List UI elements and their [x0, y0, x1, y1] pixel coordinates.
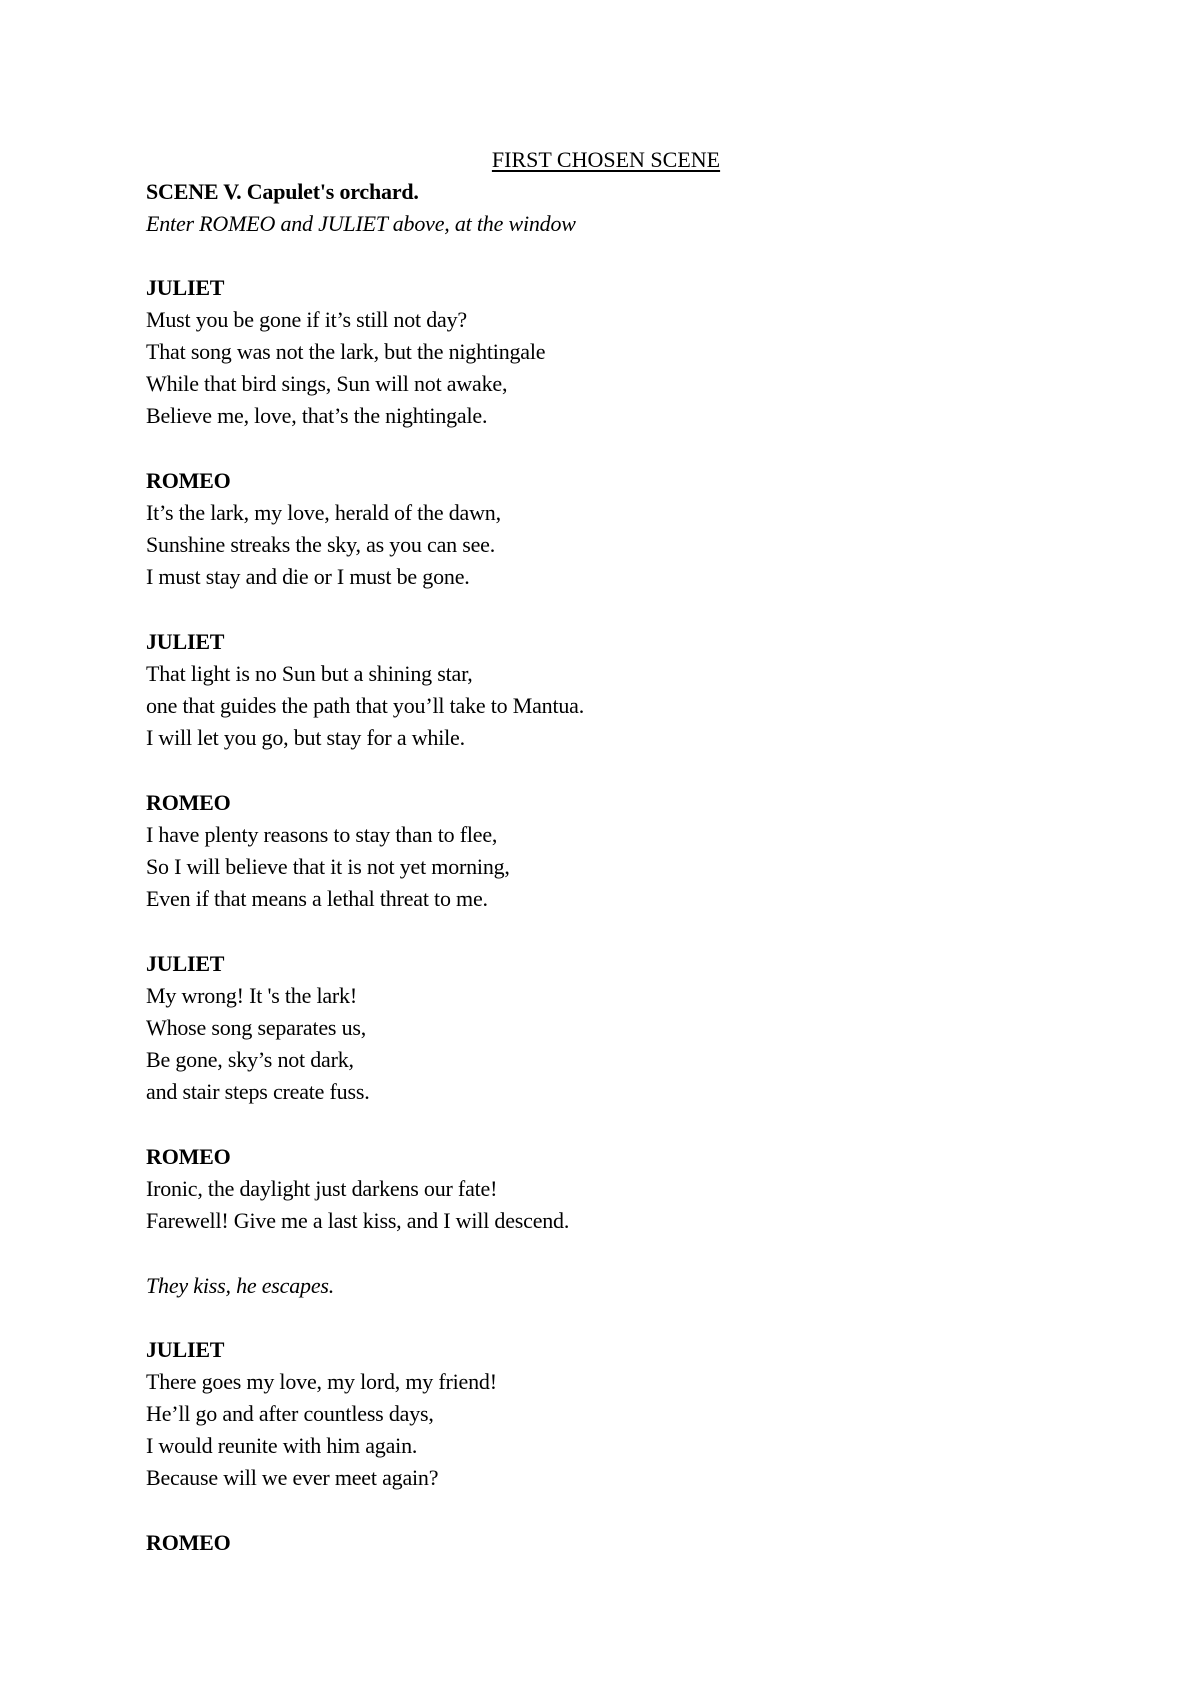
dialogue-line: Even if that means a lethal threat to me. [146, 886, 488, 911]
dialogue-line: I would reunite with him again. [146, 1433, 418, 1458]
dialogue-line: one that guides the path that you’ll take to Mantua. [146, 693, 585, 718]
speaker-name: JULIET [146, 1337, 225, 1362]
dialogue-line: I must stay and die or I must be gone. [146, 564, 470, 589]
scene-heading: SCENE V. Capulet's orchard. [146, 179, 419, 204]
speaker-name: ROMEO [146, 1144, 231, 1169]
stage-direction-kiss: They kiss, he escapes. [146, 1273, 335, 1298]
dialogue-line: Because will we ever meet again? [146, 1465, 439, 1490]
speaker-name: JULIET [146, 951, 225, 976]
dialogue-line: Whose song separates us, [146, 1015, 367, 1040]
page-title: FIRST CHOSEN SCENE [491, 147, 721, 172]
stage-direction-enter: Enter ROMEO and JULIET above, at the window [146, 211, 576, 236]
dialogue-line: So I will believe that it is not yet morning, [146, 854, 510, 879]
dialogue-line: My wrong! It 's the lark! [146, 983, 357, 1008]
speaker-name: ROMEO [146, 790, 231, 815]
dialogue-line: It’s the lark, my love, herald of the dawn, [146, 500, 501, 525]
dialogue-line: I have plenty reasons to stay than to flee, [146, 822, 498, 847]
speaker-name: JULIET [146, 275, 225, 300]
dialogue-line: Be gone, sky’s not dark, [146, 1047, 354, 1072]
speaker-name: ROMEO [146, 468, 231, 493]
dialogue-line: Believe me, love, that’s the nightingale. [146, 403, 488, 428]
dialogue-line: He’ll go and after countless days, [146, 1401, 434, 1426]
dialogue-line: Sunshine streaks the sky, as you can see. [146, 532, 496, 557]
dialogue-line: and stair steps create fuss. [146, 1079, 370, 1104]
dialogue-line: That light is no Sun but a shining star, [146, 661, 473, 686]
dialogue-line: Farewell! Give me a last kiss, and I will descend. [146, 1208, 570, 1233]
dialogue-line: There goes my love, my lord, my friend! [146, 1369, 497, 1394]
speaker-name: JULIET [146, 629, 225, 654]
dialogue-line: I will let you go, but stay for a while. [146, 725, 465, 750]
dialogue-line: Must you be gone if it’s still not day? [146, 307, 467, 332]
speaker-name: ROMEO [146, 1530, 231, 1555]
dialogue-line: Ironic, the daylight just darkens our fate! [146, 1176, 498, 1201]
dialogue-line: While that bird sings, Sun will not awake, [146, 371, 508, 396]
dialogue-line: That song was not the lark, but the nightingale [146, 339, 546, 364]
